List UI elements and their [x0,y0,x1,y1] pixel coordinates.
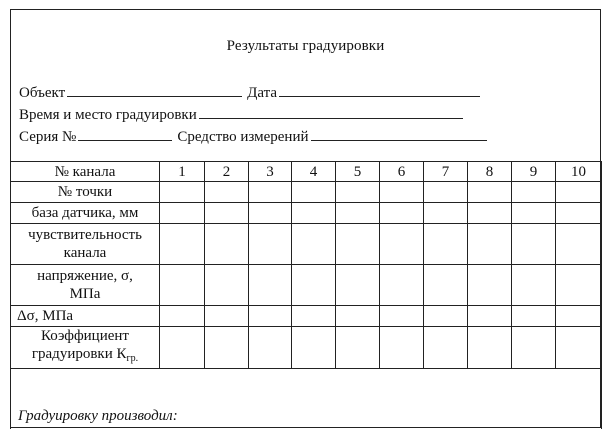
coefficient-line1: Коэффициент [41,328,129,344]
table-cell[interactable] [424,203,468,224]
table-row [11,182,602,203]
table-cell[interactable] [556,306,602,327]
table-cell[interactable] [249,327,292,369]
table-cell[interactable] [424,182,468,203]
table-cell[interactable] [336,265,380,306]
table-cell[interactable] [336,306,380,327]
table-cell[interactable] [292,203,336,224]
table-cell[interactable] [380,327,424,369]
table-cell[interactable] [336,182,380,203]
instrument-field[interactable] [311,126,487,141]
row-label-sensor-base: база датчика, мм [11,203,160,224]
table-cell[interactable] [292,265,336,306]
table-cell[interactable] [336,327,380,369]
stress-line2: МПа [69,286,101,302]
table-cell[interactable] [556,327,602,369]
time-place-field[interactable] [199,104,463,119]
header-row [11,162,602,182]
channel-header: № канала [11,162,160,182]
table-cell[interactable] [468,203,512,224]
table-cell[interactable] [556,182,602,203]
table-cell[interactable] [160,327,205,369]
column-header: 2 [205,162,249,182]
table-cell[interactable] [380,224,424,265]
column-header: 3 [249,162,292,182]
table-cell[interactable] [160,224,205,265]
table-cell[interactable] [336,224,380,265]
table-cell[interactable] [380,182,424,203]
table-row [11,224,602,265]
table-cell[interactable] [160,182,205,203]
table-cell[interactable] [424,265,468,306]
row-label-delta-sigma: Δσ, МПа [11,306,160,327]
object-field[interactable] [67,82,242,97]
form-title: Результаты градуировки [226,38,385,54]
object-date-line [19,82,483,102]
instrument-label: Средство измерений [177,129,309,145]
calibration-results-form [10,9,601,428]
object-label: Объект [19,85,66,101]
table-cell[interactable] [292,306,336,327]
table-cell[interactable] [424,327,468,369]
time-place-label: Время и место градуировки [19,107,197,123]
table-cell[interactable] [468,182,512,203]
table-row [11,327,602,369]
table-cell[interactable] [205,306,249,327]
column-header: 5 [336,162,380,182]
sensitivity-line2: канала [63,245,107,261]
table-cell[interactable] [512,265,556,306]
table-cell[interactable] [249,203,292,224]
table-cell[interactable] [336,203,380,224]
table-row [11,203,602,224]
table-cell[interactable] [468,327,512,369]
table-cell[interactable] [160,203,205,224]
table-cell[interactable] [380,306,424,327]
table-cell[interactable] [160,306,205,327]
table-cell[interactable] [205,224,249,265]
stress-line1: напряжение, σ, [37,268,133,284]
footer-row [11,369,602,430]
row-label-stress [11,265,160,306]
table-cell[interactable] [556,224,602,265]
table-row [11,306,602,327]
column-header: 7 [424,162,468,182]
column-header: 6 [380,162,424,182]
date-label: Дата [247,85,278,101]
table-cell[interactable] [205,203,249,224]
table-cell[interactable] [556,265,602,306]
table-cell[interactable] [205,265,249,306]
time-place-line [19,104,466,124]
table-cell[interactable] [205,182,249,203]
table-cell[interactable] [249,265,292,306]
table-cell[interactable] [512,203,556,224]
calibration-table [10,161,602,429]
row-label-sensitivity [11,224,160,265]
table-cell[interactable] [249,224,292,265]
sensitivity-line1: чувствительность [28,227,142,243]
date-field[interactable] [279,82,480,97]
table-cell[interactable] [556,203,602,224]
table-cell[interactable] [160,265,205,306]
column-header: 4 [292,162,336,182]
table-cell[interactable] [424,224,468,265]
column-header: 8 [468,162,512,182]
table-cell[interactable] [292,224,336,265]
table-cell[interactable] [468,224,512,265]
table-cell[interactable] [512,182,556,203]
column-header: 9 [512,162,556,182]
table-cell[interactable] [292,327,336,369]
table-cell[interactable] [468,265,512,306]
coefficient-subscript: гр. [126,353,139,364]
column-header: 10 [556,162,602,182]
row-label-point: № точки [11,182,160,203]
table-cell[interactable] [249,182,292,203]
table-cell[interactable] [380,203,424,224]
series-label: Серия № [19,129,77,145]
table-cell[interactable] [249,306,292,327]
table-cell[interactable] [512,224,556,265]
performed-by-label: Градуировку производил: [11,369,602,430]
table-cell[interactable] [424,306,468,327]
table-cell[interactable] [512,327,556,369]
row-label-coefficient [11,327,160,369]
series-field[interactable] [78,126,172,141]
table-cell[interactable] [205,327,249,369]
column-header: 1 [160,162,205,182]
table-cell[interactable] [512,306,556,327]
table-cell[interactable] [380,265,424,306]
series-instrument-line [19,126,490,146]
coefficient-line2: градуировки К [31,346,127,362]
table-cell[interactable] [292,182,336,203]
table-cell[interactable] [468,306,512,327]
table-row [11,265,602,306]
